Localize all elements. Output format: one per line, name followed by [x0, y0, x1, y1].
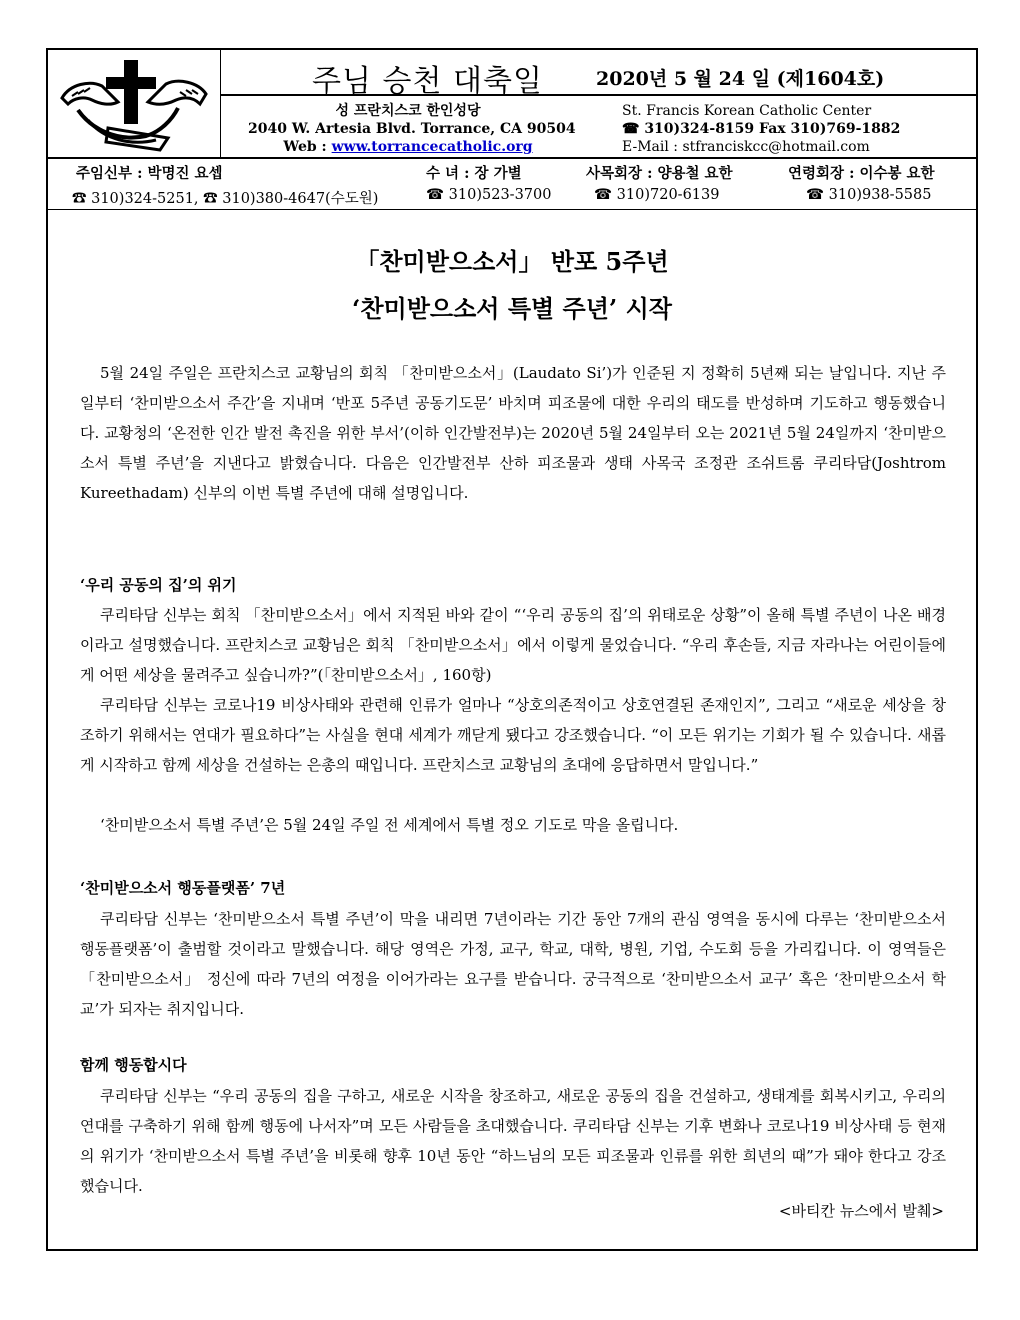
issue-date: 2020년 5 월 24 일 (제1604호): [596, 68, 885, 90]
bulletin-frame: [46, 48, 978, 1251]
staff-phones-row: [48, 185, 976, 210]
headline-1: 「찬미받으소서」 반포 5주년: [355, 247, 669, 276]
staff-phone-pastor: ☎ 310)324-5251, ☎ 310)380-4647(수도원): [72, 191, 379, 207]
section-1-paragraph-2: 쿠리타담 신부는 코로나19 비상사태와 관련해 인류가 얼마나 “상호의존적이고 상호연결된 존재인지”, 그리고 “새로운 세상을 창조하기 위해서는 연대가 필요하다”는 사실을 현대 세계가 깨닫게 됐다고 강조했습니다. “이 모든 위기는 기회가 될 수 있습니다. 새롭게 시작하고 함께 세상을 건설하는 은총의 때입니다. 프란치스코 교황님의 초대에 응답하면서 말입니다.”: [80, 696, 946, 774]
staff-phone-council: ☎ 310)720-6139: [594, 187, 720, 203]
feast-title: 주님 승천 대축일: [312, 64, 543, 99]
church-contact-block: [622, 102, 900, 156]
email: E-Mail : stfranciskcc@hotmail.com: [622, 139, 870, 155]
church-address: 2040 W. Artesia Blvd. Torrance, CA 90504: [248, 121, 576, 137]
section-3-paragraph-1: 쿠리타담 신부는 “우리 공동의 집을 구하고, 새로운 시작을 창조하고, 새로운 공동의 집을 건설하고, 생태계를 회복시키고, 우리의 연대를 구축하기 위해 함께 행동에 나서자”며 모든 사람들을 초대했습니다. 쿠리타담 신부는 기후 변화나 코로나19 비상사태 등 현재의 위기가 ‘찬미받으소서 특별 주년’을 비롯해 향후 10년 동안 “하느님의 모든 피조물과 인류를 위한 희년의 때”가 돼야 한다고 강조했습니다.: [80, 1087, 946, 1195]
staff-phone-sister: ☎ 310)523-3700: [426, 187, 552, 203]
staff-roles-row: [48, 159, 976, 183]
staff-role-memorial: 연령회장 : 이수봉 요한: [788, 165, 935, 182]
section-3-title: 함께 행동합시다: [80, 1056, 187, 1074]
church-name-ko: 성 프란치스코 한인성당: [335, 103, 481, 119]
staff-phone-memorial: ☎ 310)938-5585: [806, 187, 932, 203]
cross-hands-icon: [48, 50, 220, 157]
website-link[interactable]: www.torrancecatholic.org: [331, 139, 533, 155]
staff-role-pastor: 주임신부 : 박명진 요셉: [76, 165, 223, 182]
headline-2: ‘찬미받으소서 특별 주년’ 시작: [352, 294, 672, 323]
section-1-paragraph-3: ‘찬미받으소서 특별 주년’은 5월 24일 주일 전 세계에서 특별 정오 기도로 막을 올립니다.: [100, 816, 679, 834]
bulletin-header: [48, 50, 976, 159]
header-divider: [220, 94, 976, 96]
church-logo: [48, 50, 221, 157]
source-credit: <바티칸 뉴스에서 발췌>: [778, 1202, 944, 1220]
church-name-en: St. Francis Korean Catholic Center: [622, 103, 872, 119]
staff-role-sister: 수 녀 : 장 가별: [426, 165, 522, 182]
staff-role-council: 사목회장 : 양용철 요한: [586, 165, 733, 182]
web-label: Web :: [283, 139, 332, 155]
church-address-block: [248, 102, 576, 156]
section-2-paragraph-1: 쿠리타담 신부는 ‘찬미받으소서 특별 주년’이 막을 내리면 7년이라는 기간 동안 7개의 관심 영역을 동시에 다루는 ‘찬미받으소서 행동플랫폼’이 출범할 것이라고 말했습니다. 해당 영역은 가정, 교구, 학교, 대학, 병원, 기업, 수도회 등을 가리킵니다. 이 영역들은 「찬미받으소서」 정신에 따라 7년의 여정을 이어가라는 요구를 받습니다. 궁극적으로 ‘찬미받으소서 교구’ 혹은 ‘찬미받으소서 학교’가 되자는 취지입니다.: [80, 910, 946, 1018]
phone-fax: ☎ 310)324-8159 Fax 310)769-1882: [622, 121, 901, 137]
section-1-title: ‘우리 공동의 집’의 위기: [80, 576, 237, 594]
section-1-paragraph-1: 쿠리타담 신부는 회칙 「찬미받으소서」에서 지적된 바와 같이 “‘우리 공동의 집’의 위태로운 상황”이 올해 특별 주년이 나온 배경이라고 설명했습니다. 프란치스코 교황님은 회칙 「찬미받으소서」에서 이렇게 물었습니다. “우리 후손들, 지금 자라나는 어린이들에게 어떤 세상을 물려주고 싶습니까?”(「찬미받으소서」, 160항): [80, 606, 946, 684]
section-2-title: ‘찬미받으소서 행동플랫폼’ 7년: [80, 879, 286, 897]
intro-paragraph: 5월 24일 주일은 프란치스코 교황님의 회칙 「찬미받으소서」(Laudato Si’)가 인준된 지 정확히 5년째 되는 날입니다. 지난 주일부터 ‘찬미받으소서 주간’을 지내며 ‘반포 5주년 공동기도문’ 바치며 피조물에 대한 우리의 태도를 반성하며 기도하고 행동했습니다. 교황청의 ‘온전한 인간 발전 촉진을 위한 부서’(이하 인간발전부)는 2020년 5월 24일부터 오는 2021년 5월 24일까지 ‘찬미받으소서 특별 주년’을 지낸다고 밝혔습니다. 다음은 인간발전부 산하 피조물과 생태 사목국 조정관 조쉬트롬 쿠리타담(Joshtrom Kureethadam) 신부의 이번 특별 주년에 대해 설명입니다.: [80, 364, 946, 502]
